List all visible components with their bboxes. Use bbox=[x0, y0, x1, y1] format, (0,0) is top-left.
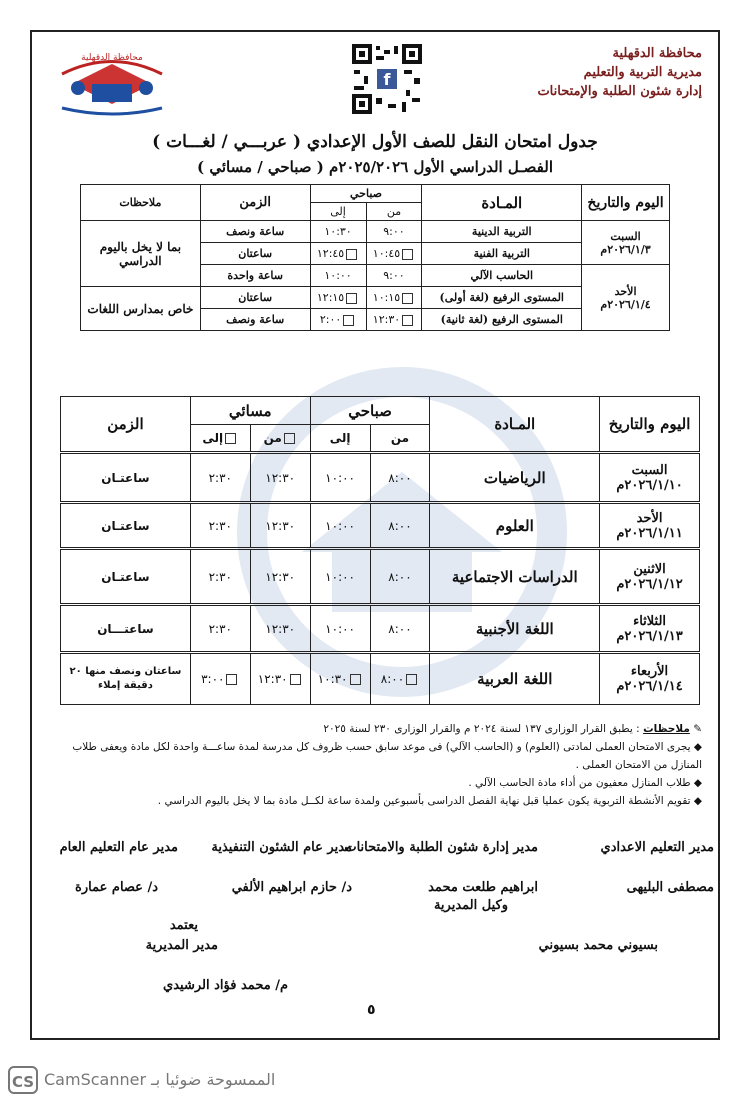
time-cell: ٢:٣٠ bbox=[190, 503, 250, 549]
time-to bbox=[310, 309, 366, 331]
time-from: ٩:٠٠ bbox=[366, 221, 422, 243]
day-cell bbox=[600, 549, 700, 605]
page-number: ٥ bbox=[367, 1002, 376, 1018]
header-to: إلى bbox=[310, 203, 366, 221]
pencil-icon: ✎ bbox=[693, 723, 702, 735]
time-cell: ٢:٣٠ bbox=[190, 549, 250, 605]
organization-header bbox=[537, 44, 702, 101]
bullet-icon: ◆ bbox=[690, 741, 702, 753]
logo-text: محافظة الدقهلية bbox=[81, 53, 143, 63]
signature-role: وكيل المديرية bbox=[433, 898, 508, 913]
duration-cell: ساعة ونصف bbox=[200, 309, 310, 331]
note-text: طلاب المنازل معفيون من أداء مادة الحاسب الآلي . bbox=[468, 777, 691, 789]
notes-heading: ملاحظات bbox=[643, 723, 690, 735]
note-item bbox=[48, 738, 702, 774]
time-cell bbox=[250, 653, 310, 705]
subject-cell: الدراسات الاجتماعية bbox=[430, 549, 600, 605]
subject-cell: التربية الفنية bbox=[422, 243, 582, 265]
signature-title: مدير إدارة شئون الطلبة والامتحانات bbox=[344, 840, 538, 855]
subject-cell: اللغة الأجنبية bbox=[430, 605, 600, 653]
time-cell: ١٠:٠٠ bbox=[310, 605, 370, 653]
checkbox-icon bbox=[343, 315, 354, 326]
time-cell: ٢:٣٠ bbox=[190, 605, 250, 653]
time-cell bbox=[370, 653, 430, 705]
time-value: ١٠:٤٥ bbox=[372, 247, 401, 260]
approval-label: يعتمد bbox=[169, 918, 198, 933]
notes-section bbox=[48, 720, 702, 810]
note-text: تقويم الأنشطة التربوية يكون عمليا قبل نهاية الفصل الدراسى بأسبوعين ولمدة ساعة لكــل مادة بما لا يخل باليوم الدراسي . bbox=[157, 795, 691, 807]
subject-cell: الحاسب الآلي bbox=[422, 265, 582, 287]
notes-intro: : يطبق القرار الوزارى ١٣٧ لسنة ٢٠٢٤ م والقرار الوزارى ٢٣٠ لسنة ٢٠٢٥ bbox=[323, 723, 640, 735]
camscanner-watermark-text: الممسوحة ضوئيا بـ CamScanner bbox=[44, 1070, 276, 1089]
header-to: إلى bbox=[310, 425, 370, 453]
day-name: الأحد bbox=[614, 284, 637, 298]
time-cell: ٨:٠٠ bbox=[370, 549, 430, 605]
header-duration: الزمن bbox=[61, 397, 191, 453]
document-page bbox=[30, 30, 720, 1040]
camscanner-logo: CS bbox=[8, 1066, 38, 1094]
day-date: ٢٠٢٦/١/١٠م bbox=[616, 477, 683, 493]
subject-cell: المستوى الرفيع (لغة أولى) bbox=[422, 287, 582, 309]
time-from bbox=[366, 309, 422, 331]
day-name: الاثنين bbox=[633, 561, 666, 577]
day-cell bbox=[600, 653, 700, 705]
day-name: السبت bbox=[631, 462, 668, 478]
duration-cell: ساعتان bbox=[200, 287, 310, 309]
signature-name: بسيوني محمد بسيوني bbox=[538, 938, 658, 953]
time-to: ١٠:٣٠ bbox=[310, 221, 366, 243]
time-value: ١٠:١٥ bbox=[372, 291, 401, 304]
header-morning: صباحي bbox=[310, 397, 430, 425]
note-item bbox=[48, 774, 702, 792]
duration-cell: ساعتـــان bbox=[61, 605, 191, 653]
time-value: ١٢:١٥ bbox=[316, 291, 345, 304]
checkbox-icon bbox=[350, 674, 361, 685]
time-from bbox=[366, 243, 422, 265]
time-value: ٨:٠٠ bbox=[380, 672, 405, 686]
schedule-table-second bbox=[60, 396, 700, 705]
bullet-icon: ◆ bbox=[690, 795, 702, 807]
duration-cell: ساعتـان bbox=[61, 503, 191, 549]
time-to bbox=[310, 243, 366, 265]
day-cell bbox=[600, 605, 700, 653]
signature-title: مدير عام الشئون التنفيذية bbox=[211, 840, 352, 855]
time-to: ١٠:٠٠ bbox=[310, 265, 366, 287]
time-cell: ١٢:٣٠ bbox=[250, 503, 310, 549]
checkbox-icon bbox=[290, 674, 301, 685]
note-text: يجرى الامتحان العملى لمادتى (العلوم) و (الحاسب الآلي) فى موعد سابق حسب ظروف كل مدرسة لمدة ساعـــة واحدة لكل مادة ويعفى طلاب المنازل من الامتحان العملى . bbox=[72, 741, 702, 771]
duration-cell: ساعتـان bbox=[61, 453, 191, 503]
checkbox-icon bbox=[226, 674, 237, 685]
header-morning: صباحي bbox=[310, 185, 422, 203]
checkbox-icon bbox=[284, 433, 295, 444]
checkbox-icon bbox=[225, 433, 236, 444]
time-cell: ١٢:٣٠ bbox=[250, 549, 310, 605]
day-cell bbox=[582, 221, 670, 265]
signature-name: ابراهيم طلعت محمد bbox=[428, 880, 538, 895]
signature-title: مدير التعليم الاعدادي bbox=[600, 840, 714, 855]
exam-schedule-title: جدول امتحان النقل للصف الأول الإعدادي ( عربـــي / لغـــات ) bbox=[152, 132, 598, 152]
day-date: ٢٠٢٦/١/٤م bbox=[600, 297, 651, 311]
day-date: ٢٠٢٦/١/١٣م bbox=[616, 628, 683, 644]
org-line-governorate: محافظة الدقهلية bbox=[612, 46, 702, 61]
approval-title: مدير المديرية bbox=[145, 938, 218, 953]
org-line-department: إدارة شئون الطلبة والإمتحانات bbox=[537, 84, 702, 99]
time-value: ١٢:٣٠ bbox=[372, 313, 401, 326]
time-value: ٣:٠٠ bbox=[201, 672, 225, 686]
schedule-table-first bbox=[80, 184, 670, 331]
org-line-directorate: مديرية التربية والتعليم bbox=[583, 65, 702, 80]
header-from-label: من bbox=[263, 431, 282, 445]
qr-code bbox=[350, 42, 424, 116]
time-cell: ١٢:٣٠ bbox=[250, 453, 310, 503]
header-day: اليوم والتاريخ bbox=[582, 185, 670, 221]
day-date: ٢٠٢٦/١/١٤م bbox=[616, 679, 683, 694]
header-from: من bbox=[366, 203, 422, 221]
duration-cell: ساعتان ونصف منها ٢٠ دقيقة إملاء bbox=[61, 653, 191, 705]
checkbox-icon bbox=[402, 315, 413, 326]
header-subject: المـادة bbox=[422, 185, 582, 221]
time-cell: ١٠:٠٠ bbox=[310, 549, 370, 605]
signature-title: مدير عام التعليم العام bbox=[59, 840, 178, 855]
time-cell: ٨:٠٠ bbox=[370, 605, 430, 653]
time-to bbox=[310, 287, 366, 309]
header-duration: الزمن bbox=[200, 185, 310, 221]
time-cell: ١٠:٠٠ bbox=[310, 503, 370, 549]
header-from: من bbox=[370, 425, 430, 453]
time-cell: ٨:٠٠ bbox=[370, 503, 430, 549]
header-to bbox=[190, 425, 250, 453]
note-cell: بما لا يخل باليوم الدراسي bbox=[81, 221, 201, 287]
day-name: الأحد bbox=[636, 510, 663, 526]
checkbox-icon bbox=[402, 249, 413, 260]
note-cell: خاص بمدارس اللغات bbox=[81, 287, 201, 331]
note-item bbox=[48, 792, 702, 810]
day-date: ٢٠٢٦/١/١١م bbox=[616, 525, 683, 541]
time-value: ١٢:٣٠ bbox=[257, 672, 288, 686]
notes-heading-line bbox=[48, 720, 702, 738]
header-to-label: إلى bbox=[202, 431, 224, 445]
day-name: الأربعاء bbox=[630, 664, 669, 679]
duration-cell: ساعة واحدة bbox=[200, 265, 310, 287]
subject-cell: اللغة العربية bbox=[430, 653, 600, 705]
subject-cell: التربية الدينية bbox=[422, 221, 582, 243]
day-name: السبت bbox=[610, 229, 641, 243]
signature-name: د/ حازم ابراهيم الألفي bbox=[231, 880, 352, 895]
day-date: ٢٠٢٦/١/٣م bbox=[600, 242, 651, 256]
bullet-icon: ◆ bbox=[690, 777, 702, 789]
time-cell: ٢:٣٠ bbox=[190, 453, 250, 503]
day-name: الثلاثاء bbox=[633, 613, 667, 629]
header-from bbox=[250, 425, 310, 453]
day-date: ٢٠٢٦/١/١٢م bbox=[616, 576, 683, 592]
svg-text:f: f bbox=[383, 70, 391, 89]
subject-cell: العلوم bbox=[430, 503, 600, 549]
signature-name: د/ عصام عمارة bbox=[75, 880, 158, 895]
checkbox-icon bbox=[346, 249, 357, 260]
duration-cell: ساعتان bbox=[200, 243, 310, 265]
time-cell: ١٠:٠٠ bbox=[310, 453, 370, 503]
subject-cell: المستوى الرفيع (لغة ثانية) bbox=[422, 309, 582, 331]
header-subject: المـادة bbox=[430, 397, 600, 453]
day-cell bbox=[582, 265, 670, 331]
time-cell bbox=[190, 653, 250, 705]
checkbox-icon bbox=[402, 293, 413, 304]
time-cell: ٨:٠٠ bbox=[370, 453, 430, 503]
exam-schedule-subtitle: الفصـل الدراسي الأول ٢٠٢٥/٢٠٢٦م ( صباحي / مسائي ) bbox=[197, 158, 553, 176]
subject-cell: الرياضيات bbox=[430, 453, 600, 503]
header-evening: مسائي bbox=[190, 397, 310, 425]
time-value: ١٠:٣٠ bbox=[317, 672, 348, 686]
time-cell: ١٢:٣٠ bbox=[250, 605, 310, 653]
time-from bbox=[366, 287, 422, 309]
signature-name: م/ محمد فؤاد الرشيدي bbox=[163, 978, 288, 993]
checkbox-icon bbox=[406, 674, 417, 685]
time-value: ٢:٠٠ bbox=[319, 313, 342, 326]
time-from: ٩:٠٠ bbox=[366, 265, 422, 287]
header-notes: ملاحظات bbox=[81, 185, 201, 221]
governorate-logo bbox=[52, 44, 172, 124]
signature-name: مصطفى البليهى bbox=[626, 880, 714, 895]
header-day: اليوم والتاريخ bbox=[600, 397, 700, 453]
day-cell bbox=[600, 453, 700, 503]
time-value: ١٢:٤٥ bbox=[316, 247, 345, 260]
day-cell bbox=[600, 503, 700, 549]
duration-cell: ساعتـان bbox=[61, 549, 191, 605]
time-cell bbox=[310, 653, 370, 705]
checkbox-icon bbox=[346, 293, 357, 304]
duration-cell: ساعة ونصف bbox=[200, 221, 310, 243]
